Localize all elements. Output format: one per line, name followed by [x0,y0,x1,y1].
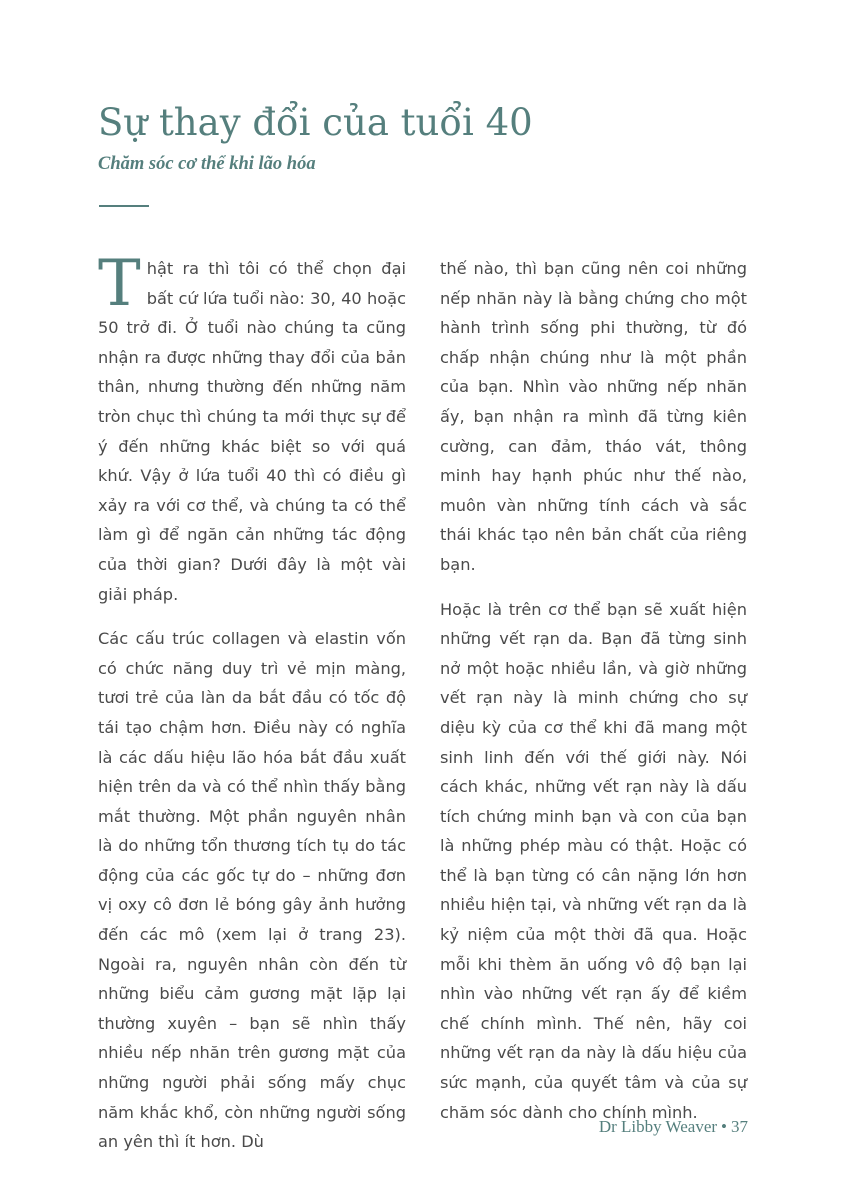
paragraph-wrinkles: thế nào, thì bạn cũng nên coi những nếp nhăn này là bằng chứng cho một hành trình sống phi thường, từ đó chấp nhận chúng như là một phần của bạn. Nhìn vào những nếp nhăn ấy, bạn nhận ra mình đã từng kiên cường, can đảm, tháo vát, thông minh hay hạnh phúc như thế nào, muôn vàn những tính cách và sắc thái khác tạo nên bản chất của riêng bạn. [440,259,747,574]
paragraph-intro [98,247,406,609]
paragraph-stretch-marks: Hoặc là trên cơ thể bạn sẽ xuất hiện những vết rạn da. Bạn đã từng sinh nở một hoặc nhiều lần, và giờ những vết rạn này là minh chứng cho sự diệu kỳ của cơ thể khi đã mang một sinh linh đến với thế giới này. Nói cách khác, những vết rạn này là dấu tích chứng minh bạn và con của bạn là những phép màu có thật. Hoặc có thể là bạn từng có cân nặng lớn hơn nhiều hiện tại, và những vết rạn da là kỷ niệm của một thời đã qua. Hoặc mỗi khi thèm ăn uống vô độ bạn lại nhìn vào những vết rạn ấy để kiềm chế chính mình. Thế nên, hãy coi những vết rạn da này là dấu hiệu của sức mạnh, của quyết tâm và của sự chăm sóc dành cho chính mình. [440,599,747,1122]
page-number: 37 [731,1117,748,1136]
chapter-title: Sự thay đổi của tuổi 40 [98,101,533,144]
title-divider [99,205,149,207]
chapter-subtitle: Chăm sóc cơ thể khi lão hóa [98,154,316,174]
drop-cap: T [98,247,141,321]
page-footer [599,1116,748,1138]
footer-separator: • [721,1117,727,1136]
text-column-right [440,254,747,1127]
paragraph-collagen: Các cấu trúc collagen và elastin vốn có chức năng duy trì vẻ mịn màng, tươi trẻ của làn da bắt đầu có tốc độ tái tạo chậm hơn. Điều này có nghĩa là các dấu hiệu lão hóa bắt đầu xuất hiện trên da và có thể nhìn thấy bằng mắt thường. Một phần nguyên nhân là do những tổn thương tích tụ do tác động của các gốc tự do – những đơn vị oxy cô đơn lẻ bóng gây ảnh hưởng đến các mô (xem lại ở trang 23). Ngoài ra, nguyên nhân còn đến từ những biểu cảm gương mặt lặp lại thường xuyên – bạn sẽ nhìn thấy nhiều nếp nhăn trên gương mặt của những người phải sống mấy chục năm khắc khổ, còn những người sống an yên thì ít hơn. Dù [98,629,406,1152]
paragraph-intro-text: hật ra thì tôi có thể chọn đại bất cứ lứa tuổi nào: 30, 40 hoặc 50 trở đi. Ở tuổi nào chúng ta cũng nhận ra được những thay đổi của bản thân, nhưng thường đến những năm tròn chục thì chúng ta mới thực sự để ý đến những khác biệt so với quá khứ. Vậy ở lứa tuổi 40 thì có điều gì xảy ra với cơ thể, và chúng ta có thể làm gì để ngăn cản những tác động của thời gian? Dưới đây là một vài giải pháp. [98,259,406,604]
text-column-left [98,247,406,1157]
footer-author: Dr Libby Weaver [598,1117,718,1136]
